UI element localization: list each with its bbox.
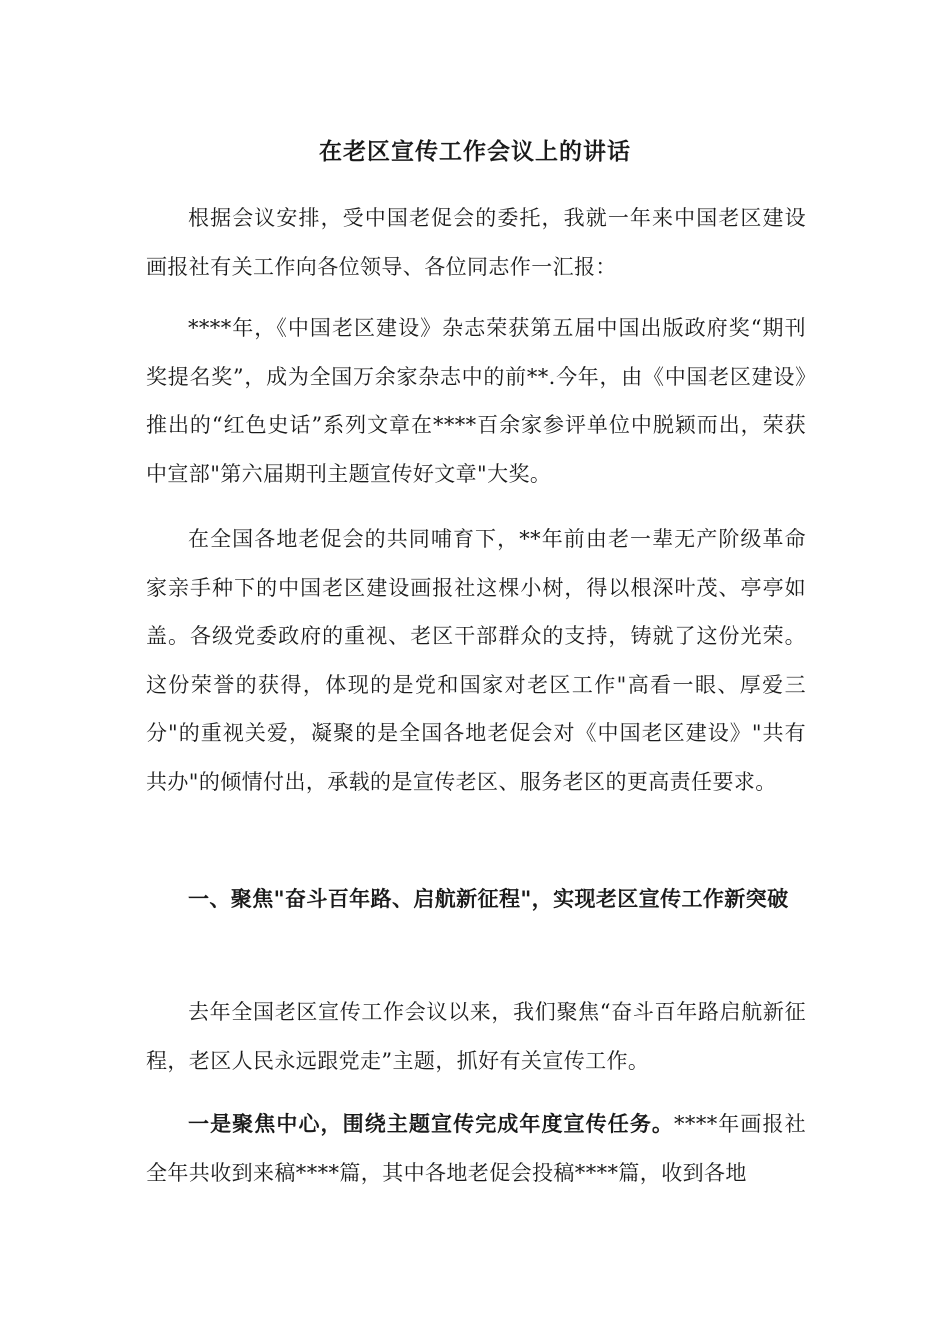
paragraph-awards: ****年，《中国老区建设》杂志荣获第五届中国出版政府奖“期刊奖提名奖”，成为全国万余家杂志中的前**.今年，由《中国老区建设》推出的“红色史话”系列文章在****百余家参评单位中脱颖而出，荣获中宣部"第六届期刊主题宣传好文章"大奖。 (146, 316, 806, 486)
paragraph-honor: 在全国各地老促会的共同哺育下，**年前由老一辈无产阶级革命家亲手种下的中国老区建设画报社这棵小树，得以根深叶茂、亭亭如盖。各级党委政府的重视、老区干部群众的支持，铸就了这份光荣。这份荣誉的获得，体现的是党和国家对老区工作"高看一眼、厚爱三分"的重视关爱，凝聚的是全国各地老促会对《中国老区建设》"共有共办"的倾情付出，承载的是宣传老区、服务老区的更高责任要求。 (146, 527, 806, 794)
paragraph-focus-center (146, 1100, 806, 1197)
paragraph-lead-bold: 一是聚焦中心，围绕主题宣传完成年度宣传任务。 (188, 1111, 675, 1136)
section-heading-1: 一、聚焦"奋斗百年路、启航新征程"，实现老区宣传工作新突破 (188, 886, 789, 911)
paragraph-section-intro: 去年全国老区宣传工作会议以来，我们聚焦“奋斗百年路启航新征程，老区人民永远跟党走”主题，抓好有关宣传工作。 (146, 1000, 806, 1073)
paragraph-intro: 根据会议安排，受中国老促会的委托，我就一年来中国老区建设画报社有关工作向各位领导、各位同志作一汇报： (146, 206, 806, 279)
paragraph-body-text: ****年画报社全年共收到来稿****篇，其中各地老促会投稿****篇，收到各地 (146, 1112, 806, 1185)
document-title: 在老区宣传工作会议上的讲话 (319, 138, 631, 165)
